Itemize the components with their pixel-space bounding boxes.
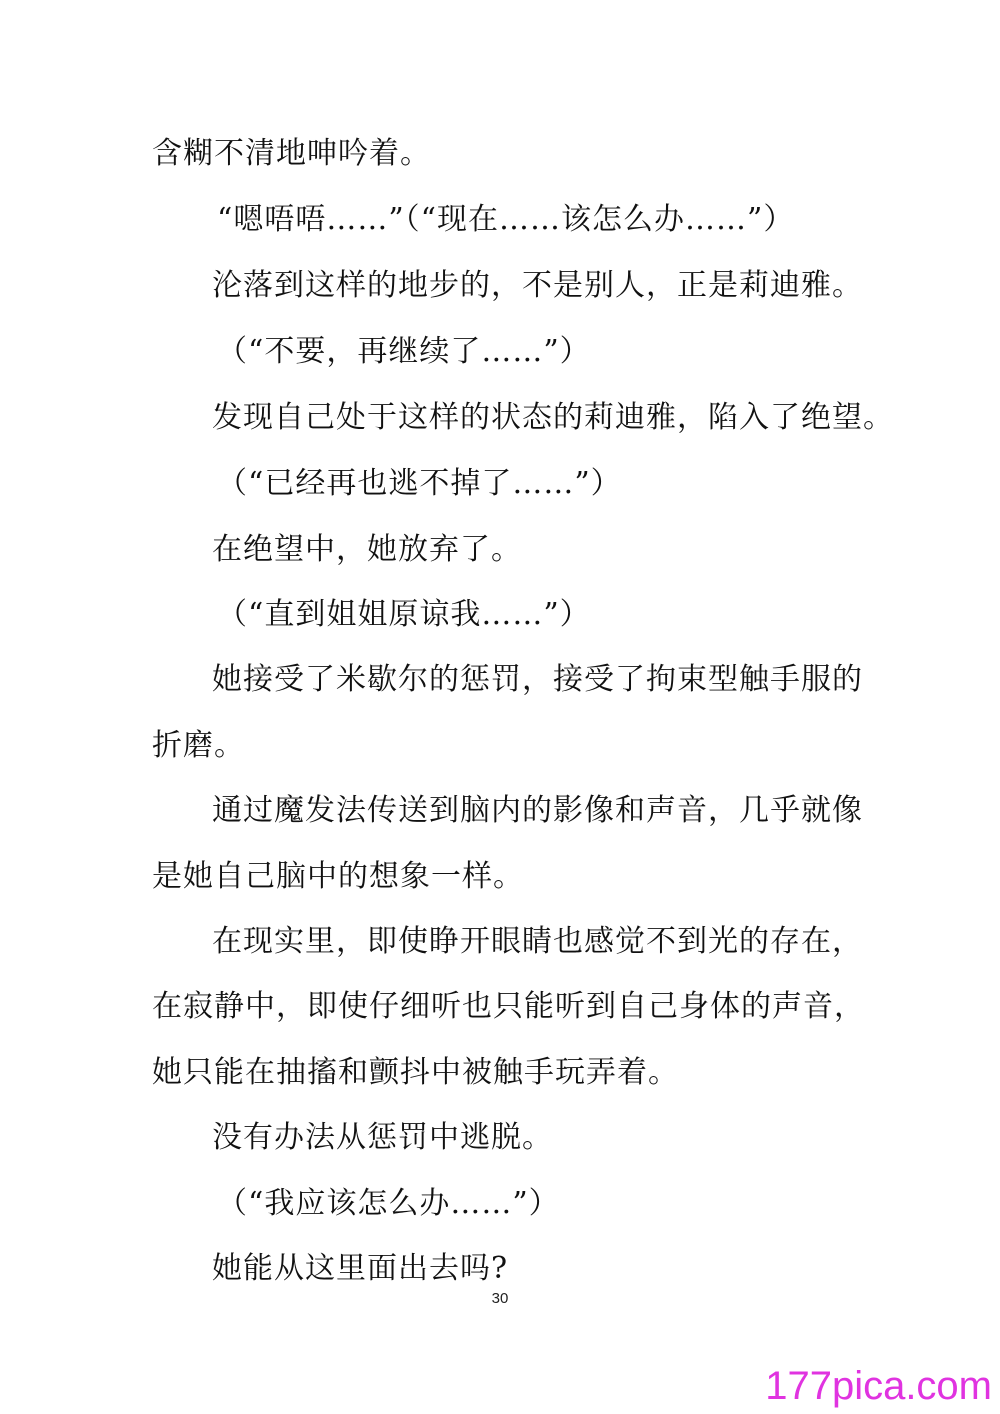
text-line: 她接受了米歇尔的惩罚，接受了拘束型触手服的: [212, 662, 863, 697]
text-line: 在寂静中，即使仔细听也只能听到自己身体的声音，: [152, 989, 865, 1024]
text-line: “嗯唔唔……”（“现在……该怎么办……”）: [217, 202, 795, 237]
text-line: （“不要，再继续了……”）: [217, 334, 591, 369]
text-line: 折磨。: [152, 728, 245, 763]
text-line: 她能从这里面出去吗?: [212, 1251, 509, 1286]
text-line: 通过魔发法传送到脑内的影像和声音，几乎就像: [212, 793, 863, 828]
text-line: 在现实里，即使睁开眼睛也感觉不到光的存在，: [212, 924, 863, 959]
text-line: 在绝望中，她放弃了。: [212, 532, 522, 567]
text-line: 是她自己脑中的想象一样。: [152, 859, 524, 894]
text-line: 沦落到这样的地步的，不是别人，正是莉迪雅。: [212, 268, 863, 303]
page-number: 30: [491, 1290, 509, 1307]
text-line: （“我应该怎么办……”）: [217, 1186, 560, 1221]
text-line: （“已经再也逃不掉了……”）: [217, 466, 622, 501]
text-line: 含糊不清地呻吟着。: [152, 136, 431, 171]
site-watermark: 177pica.com: [765, 1364, 992, 1408]
text-line: 没有办法从惩罚中逃脱。: [212, 1120, 553, 1155]
text-line: （“直到姐姐原谅我……”）: [217, 597, 591, 632]
text-line: 发现自己处于这样的状态的莉迪雅，陷入了绝望。: [212, 400, 894, 435]
text-line: 她只能在抽搐和颤抖中被触手玩弄着。: [152, 1055, 679, 1090]
